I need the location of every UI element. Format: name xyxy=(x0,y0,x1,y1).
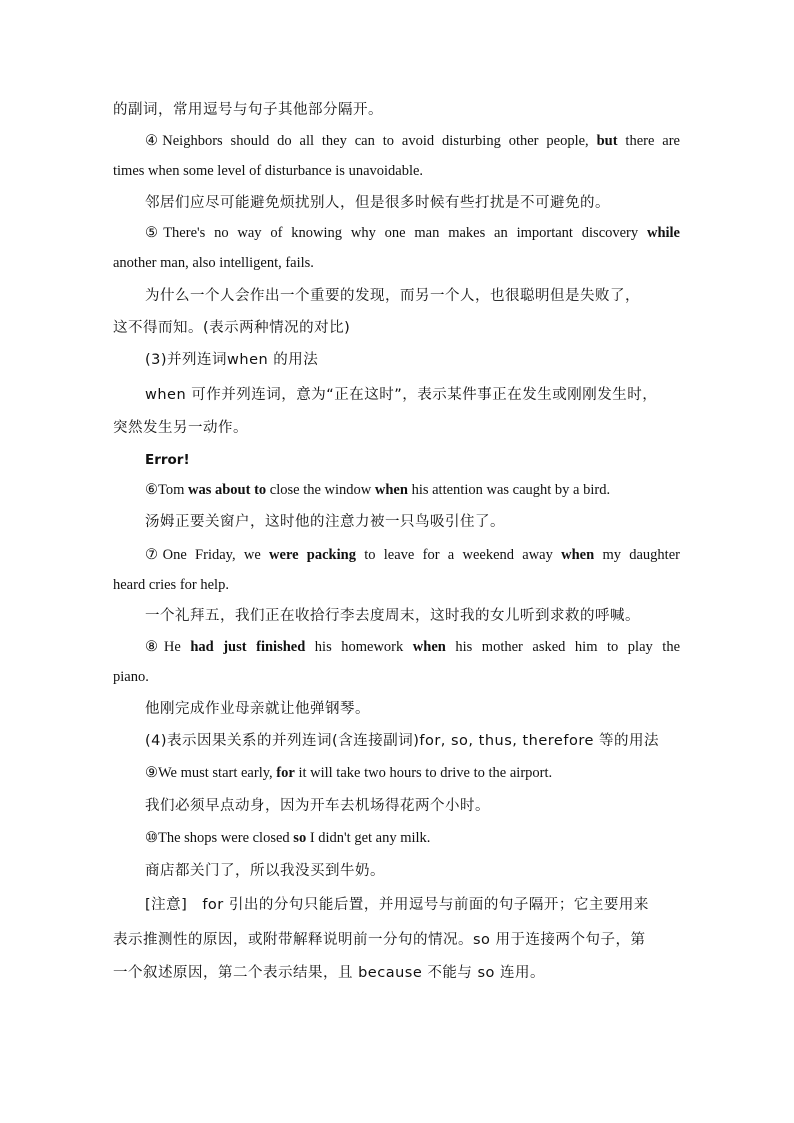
translation-line: 邻居们应尽可能避免烦扰别人，但是很多时候有些打扰是不可避免的。 xyxy=(145,195,610,211)
example-sentence-4: ④Neighbors should do all they can to avoid disturbing other people, but there are xyxy=(145,133,680,149)
example-sentence-6: ⑥Tom was about to close the window when his attention was caught by a bird. xyxy=(145,482,611,498)
example-sentence-5: ⑤There's no way of knowing why one man makes an important discovery while xyxy=(145,225,680,241)
example-sentence-9: ⑨We must start early, for it will take two hours to drive to the airport. xyxy=(145,765,553,781)
text-line: another man, also intelligent, fails. xyxy=(113,255,314,271)
text-line: 的副词，常用逗号与句子其他部分隔开。 xyxy=(113,102,383,118)
example-sentence-7: ⑦One Friday, we were packing to leave for a weekend away when my daughter xyxy=(145,547,680,563)
error-label: Error! xyxy=(145,452,190,468)
note-line: [注意] for 引出的分句只能后置，并用逗号与前面的句子隔开；它主要用来 xyxy=(145,897,649,913)
note-line: 一个叙述原因，第二个表示结果，且 because 不能与 so 连用。 xyxy=(113,965,546,981)
translation-line: 我们必须早点动身，因为开车去机场得花两个小时。 xyxy=(145,798,490,814)
example-sentence-10: ⑩The shops were closed so I didn't get any milk. xyxy=(145,830,431,846)
section-heading-3: (3)并列连词when 的用法 xyxy=(145,352,319,368)
translation-line: 商店都关门了，所以我没买到牛奶。 xyxy=(145,863,385,879)
note-line: 表示推测性的原因，或附带解释说明前一分句的情况。so 用于连接两个句子，第 xyxy=(113,932,646,948)
translation-line: 他刚完成作业母亲就让他弹钢琴。 xyxy=(145,701,370,717)
translation-line: 这不得而知。(表示两种情况的对比) xyxy=(113,320,351,336)
text-line: times when some level of disturbance is unavoidable. xyxy=(113,163,424,179)
text-line: when 可作并列连词，意为“正在这时”，表示某件事正在发生或刚刚发生时， xyxy=(145,387,658,403)
text-line: 突然发生另一动作。 xyxy=(113,420,248,436)
section-heading-4: (4)表示因果关系的并列连词(含连接副词)for, so, thus, therefore 等的用法 xyxy=(145,733,659,749)
translation-line: 一个礼拜五，我们正在收拾行李去度周末，这时我的女儿听到求救的呼喊。 xyxy=(145,608,640,624)
text-line: heard cries for help. xyxy=(113,577,229,593)
translation-line: 汤姆正要关窗户，这时他的注意力被一只鸟吸引住了。 xyxy=(145,514,505,530)
text-line: piano. xyxy=(113,669,149,685)
translation-line: 为什么一个人会作出一个重要的发现，而另一个人，也很聪明但是失败了， xyxy=(145,288,640,304)
example-sentence-8: ⑧He had just finished his homework when his mother asked him to play the xyxy=(145,639,680,655)
